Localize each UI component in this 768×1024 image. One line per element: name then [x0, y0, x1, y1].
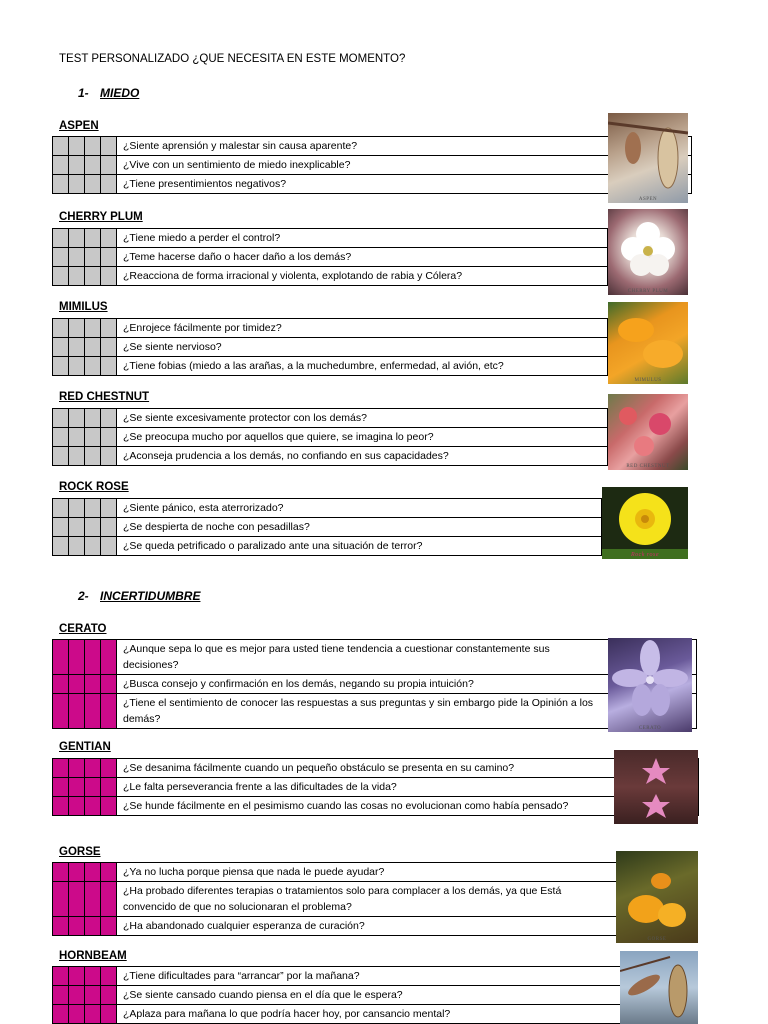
answer-checkbox[interactable]: [85, 175, 101, 194]
question-text: ¿Se desanima fácilmente cuando un pequeño obstáculo se presenta en su camino?: [117, 759, 699, 778]
question-text: ¿Se queda petrificado o paralizado ante una situación de terror?: [117, 537, 602, 556]
question-text: ¿Ya no lucha porque piensa que nada le puede ayudar?: [117, 863, 698, 882]
answer-checkbox[interactable]: [101, 518, 117, 537]
question-text: ¿Se preocupa mucho por aquellos que quiere, se imagina lo peor?: [117, 428, 608, 447]
question-row: [53, 759, 699, 778]
group-title-aspen: ASPEN: [59, 120, 99, 132]
answer-checkbox[interactable]: [69, 409, 85, 428]
section-heading-incertidumbre: [78, 589, 200, 603]
answer-checkbox[interactable]: [85, 759, 101, 778]
group-title-gorse: GORSE: [59, 846, 101, 858]
answer-checkbox[interactable]: [101, 759, 117, 778]
answer-checkbox[interactable]: [85, 797, 101, 816]
answer-checkbox[interactable]: [101, 797, 117, 816]
answer-checkbox[interactable]: [69, 357, 85, 376]
question-table-aspen: [52, 136, 692, 194]
gentian-flower-image: [614, 750, 698, 824]
answer-checkbox[interactable]: [85, 537, 101, 556]
answer-checkbox[interactable]: [53, 409, 69, 428]
question-row: [53, 882, 698, 917]
question-row: [53, 229, 608, 248]
section-name: INCERTIDUMBRE: [100, 589, 201, 603]
answer-checkbox[interactable]: [69, 1005, 85, 1024]
group-title-gentian: GENTIAN: [59, 741, 111, 753]
question-row: [53, 675, 697, 694]
question-table-rock-rose: [52, 498, 602, 556]
answer-checkbox[interactable]: [85, 778, 101, 797]
answer-checkbox[interactable]: [53, 863, 69, 882]
answer-checkbox[interactable]: [69, 537, 85, 556]
question-row: [53, 338, 608, 357]
answer-checkbox[interactable]: [101, 675, 117, 694]
answer-checkbox[interactable]: [69, 797, 85, 816]
answer-checkbox[interactable]: [53, 778, 69, 797]
answer-checkbox[interactable]: [85, 447, 101, 466]
answer-checkbox[interactable]: [85, 882, 101, 917]
answer-checkbox[interactable]: [85, 267, 101, 286]
answer-checkbox[interactable]: [69, 518, 85, 537]
answer-checkbox[interactable]: [101, 640, 117, 675]
question-text: ¿Se despierta de noche con pesadillas?: [117, 518, 602, 537]
answer-checkbox[interactable]: [69, 338, 85, 357]
answer-checkbox[interactable]: [69, 882, 85, 917]
answer-checkbox[interactable]: [53, 175, 69, 194]
answer-checkbox[interactable]: [85, 675, 101, 694]
mimulus-flower-image: [608, 302, 688, 384]
answer-checkbox[interactable]: [53, 967, 69, 986]
section-heading-miedo: [78, 86, 139, 100]
question-table-cerato: [52, 639, 697, 729]
answer-checkbox[interactable]: [101, 1005, 117, 1024]
catkin-drawing: [608, 113, 688, 203]
answer-checkbox[interactable]: [69, 694, 85, 729]
answer-checkbox[interactable]: [69, 319, 85, 338]
image-caption: MIMULUS: [634, 378, 662, 383]
question-table-cherry-plum: [52, 228, 608, 286]
answer-checkbox[interactable]: [101, 156, 117, 175]
answer-checkbox[interactable]: [101, 986, 117, 1005]
answer-checkbox[interactable]: [53, 447, 69, 466]
image-caption: ASPEN: [638, 197, 658, 202]
answer-checkbox[interactable]: [53, 137, 69, 156]
image-caption: GORSE: [647, 937, 667, 942]
answer-checkbox[interactable]: [85, 137, 101, 156]
answer-checkbox[interactable]: [101, 967, 117, 986]
mimulus-drawing: [608, 302, 688, 384]
gentian-drawing: [614, 750, 698, 824]
question-row: [53, 797, 699, 816]
question-row: [53, 137, 692, 156]
answer-checkbox[interactable]: [69, 447, 85, 466]
question-row: [53, 156, 692, 175]
question-row: [53, 1005, 698, 1024]
question-table-gorse: [52, 862, 698, 936]
question-text: ¿Le falta perseverancia frente a las dificultades de la vida?: [117, 778, 699, 797]
gorse-drawing: [616, 851, 698, 943]
answer-checkbox[interactable]: [53, 267, 69, 286]
answer-checkbox[interactable]: [53, 917, 69, 936]
question-text: ¿Busca consejo y confirmación en los demás, negando su propia intuición?: [117, 675, 697, 694]
answer-checkbox[interactable]: [85, 338, 101, 357]
question-text: ¿Vive con un sentimiento de miedo inexplicable?: [117, 156, 692, 175]
question-text: ¿Siente aprensión y malestar sin causa aparente?: [117, 137, 692, 156]
group-title-red-chestnut: RED CHESTNUT: [59, 391, 150, 403]
rock-rose-flower-image: [602, 487, 688, 559]
question-table-gentian: [52, 758, 699, 816]
answer-checkbox[interactable]: [53, 797, 69, 816]
answer-checkbox[interactable]: [85, 694, 101, 729]
answer-checkbox[interactable]: [85, 917, 101, 936]
image-caption: CHERRY PLUM: [627, 289, 669, 294]
blossom-drawing: [608, 209, 688, 295]
hornbeam-flower-image: [620, 951, 698, 1024]
answer-checkbox[interactable]: [53, 1005, 69, 1024]
question-row: [53, 967, 698, 986]
answer-checkbox[interactable]: [69, 986, 85, 1005]
cerato-flower-image: [608, 638, 692, 732]
answer-checkbox[interactable]: [85, 319, 101, 338]
answer-checkbox[interactable]: [53, 537, 69, 556]
answer-checkbox[interactable]: [69, 175, 85, 194]
group-title-rock-rose: ROCK ROSE: [59, 481, 129, 493]
answer-checkbox[interactable]: [69, 863, 85, 882]
question-table-red-chestnut: [52, 408, 608, 466]
answer-checkbox[interactable]: [101, 778, 117, 797]
image-caption: RED CHESTNUT: [626, 464, 670, 469]
cerato-drawing: [608, 638, 692, 732]
answer-checkbox[interactable]: [53, 428, 69, 447]
question-text: ¿Aunque sepa lo que es mejor para usted tiene tendencia a cuestionar constantemente sus decisiones?: [117, 640, 697, 675]
answer-checkbox[interactable]: [85, 156, 101, 175]
answer-checkbox[interactable]: [85, 357, 101, 376]
answer-checkbox[interactable]: [53, 248, 69, 267]
answer-checkbox[interactable]: [69, 759, 85, 778]
answer-checkbox[interactable]: [53, 675, 69, 694]
answer-checkbox[interactable]: [53, 694, 69, 729]
answer-checkbox[interactable]: [85, 409, 101, 428]
red-chestnut-drawing: [608, 394, 688, 470]
answer-checkbox[interactable]: [101, 447, 117, 466]
question-text: ¿Tiene presentimientos negativos?: [117, 175, 692, 194]
answer-checkbox[interactable]: [101, 267, 117, 286]
question-text: ¿Se hunde fácilmente en el pesimismo cuando las cosas no evolucionan como había pensado?: [117, 797, 699, 816]
group-title-cherry-plum: CHERRY PLUM: [59, 211, 143, 223]
answer-checkbox[interactable]: [69, 778, 85, 797]
answer-checkbox[interactable]: [53, 319, 69, 338]
question-row: [53, 640, 697, 675]
answer-checkbox[interactable]: [85, 518, 101, 537]
cherry-plum-flower-image: [608, 209, 688, 295]
answer-checkbox[interactable]: [101, 428, 117, 447]
answer-checkbox[interactable]: [69, 267, 85, 286]
question-table-mimilus: [52, 318, 608, 376]
answer-checkbox[interactable]: [53, 882, 69, 917]
section-name: MIEDO: [100, 86, 140, 100]
group-title-mimilus: MIMILUS: [59, 301, 108, 313]
answer-checkbox[interactable]: [101, 357, 117, 376]
answer-checkbox[interactable]: [69, 675, 85, 694]
question-text: ¿Se siente nervioso?: [117, 338, 608, 357]
group-title-hornbeam: HORNBEAM: [59, 950, 127, 962]
answer-checkbox[interactable]: [101, 863, 117, 882]
question-text: ¿Se siente cansado cuando piensa en el día que le espera?: [117, 986, 698, 1005]
question-row: [53, 863, 698, 882]
question-row: [53, 917, 698, 936]
answer-checkbox[interactable]: [85, 640, 101, 675]
answer-checkbox[interactable]: [85, 229, 101, 248]
question-row: [53, 778, 699, 797]
question-row: [53, 694, 697, 729]
answer-checkbox[interactable]: [69, 428, 85, 447]
answer-checkbox[interactable]: [85, 986, 101, 1005]
question-text: ¿Aplaza para mañana lo que podría hacer hoy, por cansancio mental?: [117, 1005, 698, 1024]
answer-checkbox[interactable]: [53, 640, 69, 675]
rock-rose-drawing: [602, 487, 688, 559]
question-row: [53, 428, 608, 447]
answer-checkbox[interactable]: [101, 409, 117, 428]
red-chestnut-flower-image: [608, 394, 688, 470]
question-text: ¿Tiene el sentimiento de conocer las respuestas a sus preguntas y sin embargo pide la Opinión a los demás?: [117, 694, 697, 729]
group-title-cerato: CERATO: [59, 623, 107, 635]
question-text: ¿Reacciona de forma irracional y violenta, explotando de rabia y Cólera?: [117, 267, 608, 286]
answer-checkbox[interactable]: [53, 338, 69, 357]
hornbeam-drawing: [620, 951, 698, 1024]
answer-checkbox[interactable]: [69, 640, 85, 675]
answer-checkbox[interactable]: [53, 986, 69, 1005]
question-text: ¿Ha abandonado cualquier esperanza de curación?: [117, 917, 698, 936]
question-row: [53, 319, 608, 338]
answer-checkbox[interactable]: [101, 137, 117, 156]
answer-checkbox[interactable]: [53, 518, 69, 537]
section-number: 1-: [78, 86, 89, 100]
answer-checkbox[interactable]: [53, 229, 69, 248]
question-row: [53, 175, 692, 194]
question-table-hornbeam: [52, 966, 698, 1024]
image-caption: CERATO: [638, 726, 662, 731]
page-title: TEST PERSONALIZADO ¿QUE NECESITA EN ESTE MOMENTO?: [59, 53, 406, 65]
question-row: [53, 409, 608, 428]
section-number: 2-: [78, 589, 89, 603]
question-text: ¿Tiene fobias (miedo a las arañas, a la muchedumbre, enfermedad, al avión, etc?: [117, 357, 608, 376]
answer-checkbox[interactable]: [85, 863, 101, 882]
question-text: ¿Enrojece fácilmente por timidez?: [117, 319, 608, 338]
image-caption: Rock rose: [630, 552, 660, 558]
answer-checkbox[interactable]: [101, 229, 117, 248]
answer-checkbox[interactable]: [69, 156, 85, 175]
question-text: ¿Se siente excesivamente protector con los demás?: [117, 409, 608, 428]
answer-checkbox[interactable]: [101, 175, 117, 194]
answer-checkbox[interactable]: [101, 694, 117, 729]
question-row: [53, 248, 608, 267]
answer-checkbox[interactable]: [69, 137, 85, 156]
question-text: ¿Tiene dificultades para “arrancar” por la mañana?: [117, 967, 698, 986]
answer-checkbox[interactable]: [85, 428, 101, 447]
answer-checkbox[interactable]: [69, 917, 85, 936]
answer-checkbox[interactable]: [53, 499, 69, 518]
question-row: [53, 357, 608, 376]
question-row: [53, 518, 602, 537]
aspen-flower-image: [608, 113, 688, 203]
question-row: [53, 447, 608, 466]
answer-checkbox[interactable]: [85, 1005, 101, 1024]
question-row: [53, 499, 602, 518]
gorse-flower-image: [616, 851, 698, 943]
answer-checkbox[interactable]: [85, 967, 101, 986]
answer-checkbox[interactable]: [53, 357, 69, 376]
answer-checkbox[interactable]: [53, 156, 69, 175]
answer-checkbox[interactable]: [85, 248, 101, 267]
answer-checkbox[interactable]: [101, 319, 117, 338]
answer-checkbox[interactable]: [69, 967, 85, 986]
answer-checkbox[interactable]: [85, 499, 101, 518]
question-text: ¿Siente pánico, esta aterrorizado?: [117, 499, 602, 518]
answer-checkbox[interactable]: [101, 917, 117, 936]
question-text: ¿Ha probado diferentes terapias o tratamientos solo para complacer a los demás, ya que Está convencido de que no solucionaran el problema?: [117, 882, 698, 917]
answer-checkbox[interactable]: [69, 229, 85, 248]
question-text: ¿Aconseja prudencia a los demás, no confiando en sus capacidades?: [117, 447, 608, 466]
answer-checkbox[interactable]: [101, 248, 117, 267]
answer-checkbox[interactable]: [101, 499, 117, 518]
answer-checkbox[interactable]: [101, 338, 117, 357]
answer-checkbox[interactable]: [69, 499, 85, 518]
answer-checkbox[interactable]: [69, 248, 85, 267]
question-row: [53, 267, 608, 286]
answer-checkbox[interactable]: [101, 537, 117, 556]
answer-checkbox[interactable]: [101, 882, 117, 917]
question-row: [53, 537, 602, 556]
question-text: ¿Tiene miedo a perder el control?: [117, 229, 608, 248]
answer-checkbox[interactable]: [53, 759, 69, 778]
question-text: ¿Teme hacerse daño o hacer daño a los demás?: [117, 248, 608, 267]
question-row: [53, 986, 698, 1005]
